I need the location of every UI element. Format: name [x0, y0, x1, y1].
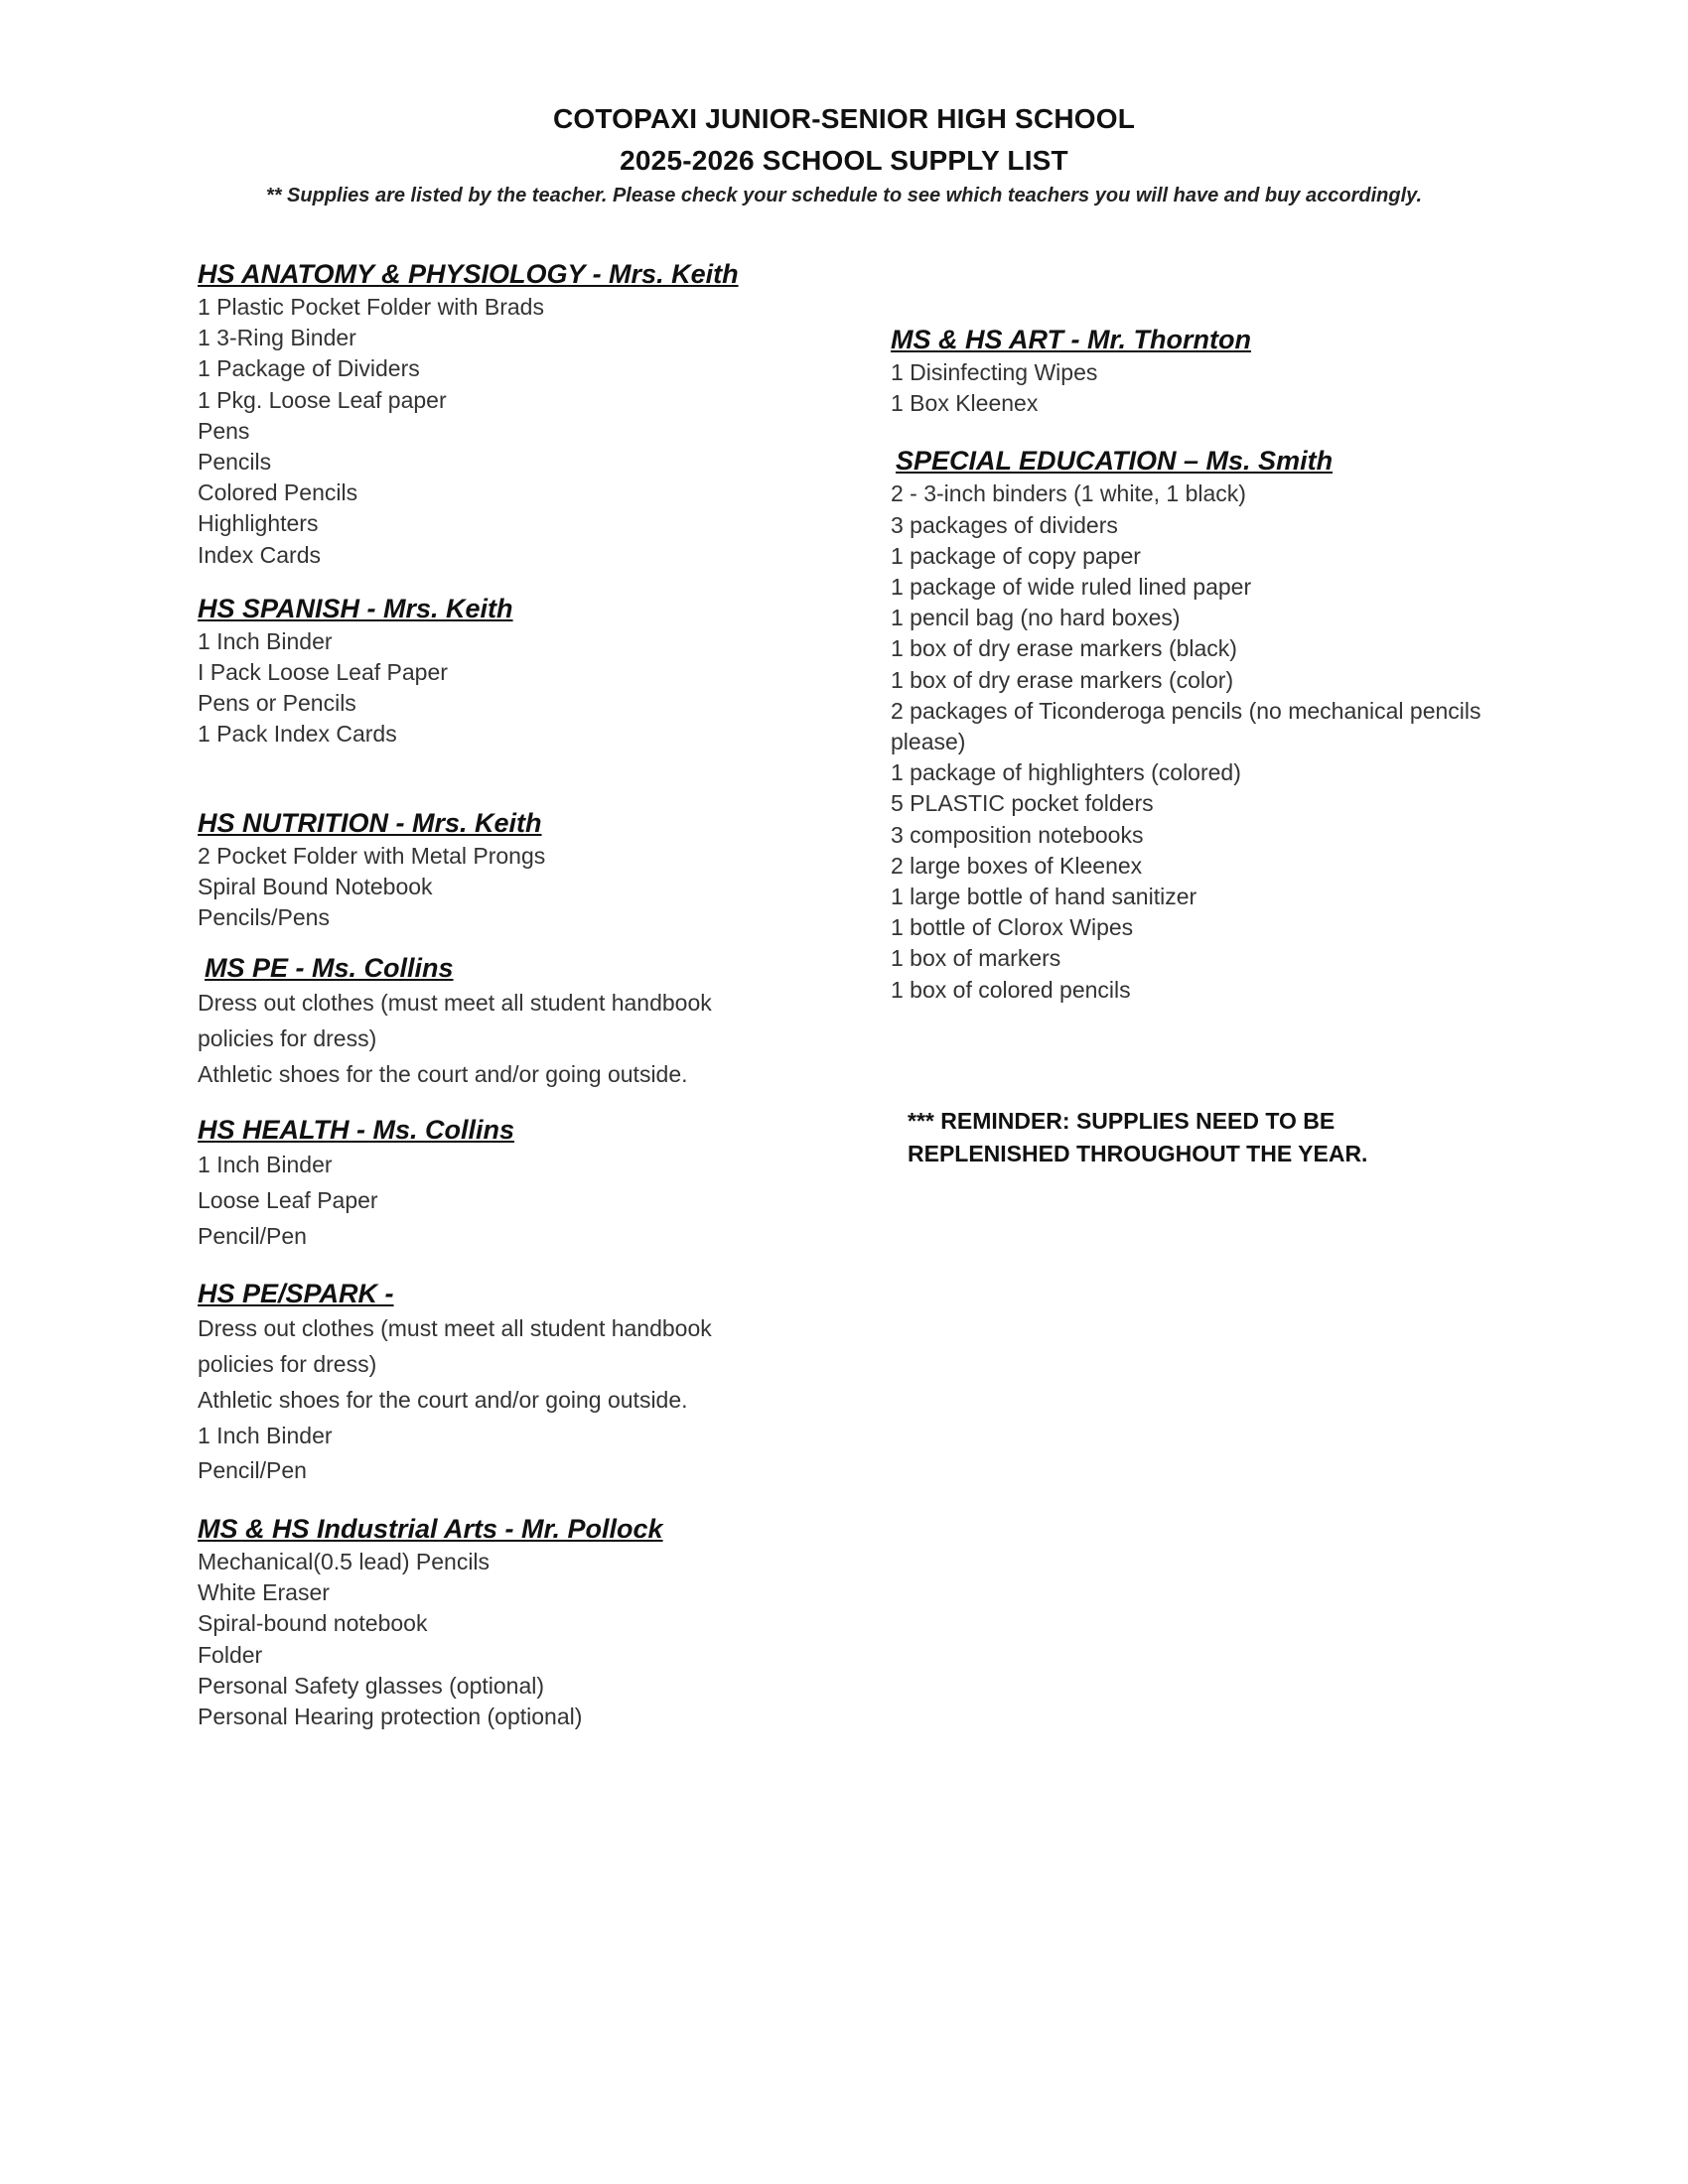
list-item: 3 composition notebooks — [891, 821, 1144, 848]
list-item: Athletic shoes for the court and/or going outside. — [198, 1060, 688, 1087]
list-item: 1 Inch Binder — [198, 627, 333, 654]
list-item: 2 - 3-inch binders (1 white, 1 black) — [891, 480, 1246, 507]
list-item: Mechanical(0.5 lead) Pencils — [198, 1548, 491, 1574]
section-hs-pe-spark — [198, 1276, 833, 1489]
list-item: Athletic shoes for the court and/or going outside. — [198, 1386, 688, 1413]
page-subtitle: 2025-2026 SCHOOL SUPPLY LIST — [620, 145, 1068, 176]
list-item: policies for dress) — [198, 1351, 377, 1378]
list-item: 2 packages of Ticonderoga pencils (no mechanical pencils please) — [891, 697, 1481, 755]
instruction-note: ** Supplies are listed by the teacher. Please check your schedule to see which teachers you will have and buy accordingly. — [265, 185, 1423, 206]
page-title: COTOPAXI JUNIOR-SENIOR HIGH SCHOOL — [552, 103, 1136, 134]
right-column — [891, 322, 1546, 1006]
list-item: White Eraser — [198, 1579, 330, 1606]
list-item: 1 Plastic Pocket Folder with Brads — [198, 294, 544, 320]
list-item: Folder — [198, 1641, 263, 1668]
section-heading: MS PE - Ms. Collins — [205, 953, 454, 984]
list-item: 1 bottle of Clorox Wipes — [891, 914, 1134, 941]
list-item: Pencil/Pen — [198, 1457, 307, 1484]
list-item: Pens — [198, 417, 250, 444]
list-item: 1 Pkg. Loose Leaf paper — [198, 386, 447, 413]
section-spanish — [198, 591, 833, 751]
supply-list — [198, 841, 833, 934]
list-item: 1 Inch Binder — [198, 1422, 333, 1448]
list-item: Pens or Pencils — [198, 690, 356, 717]
list-item: 1 box of dry erase markers (color) — [891, 666, 1234, 693]
list-item: 1 box of dry erase markers (black) — [891, 635, 1237, 662]
list-item: 1 Inch Binder — [198, 1152, 333, 1178]
list-item: Colored Pencils — [198, 479, 358, 506]
section-heading: MS & HS Industrial Arts - Mr. Pollock — [198, 1513, 663, 1544]
supply-list — [891, 478, 1546, 1005]
section-heading: HS HEALTH - Ms. Collins — [198, 1115, 515, 1146]
list-item: Personal Hearing protection (optional) — [198, 1704, 583, 1729]
list-item: Spiral-bound notebook — [198, 1610, 428, 1637]
list-item: 1 package of highlighters (colored) — [891, 759, 1241, 786]
list-item: 1 box of colored pencils — [891, 976, 1131, 1003]
section-heading: HS SPANISH - Mrs. Keith — [198, 593, 513, 623]
section-heading: HS PE/SPARK - — [198, 1279, 394, 1309]
section-heading: HS NUTRITION - Mrs. Keith — [198, 807, 542, 838]
list-item: Index Cards — [198, 541, 322, 568]
list-item: 1 Disinfecting Wipes — [891, 359, 1098, 385]
list-item: Loose Leaf Paper — [198, 1187, 378, 1214]
supply-list — [891, 357, 1546, 419]
list-item: Pencils — [198, 449, 272, 476]
list-item: 1 Pack Index Cards — [198, 721, 397, 748]
section-heading: SPECIAL EDUCATION – Ms. Smith — [896, 446, 1334, 477]
section-heading: MS & HS ART - Mr. Thornton — [891, 325, 1251, 354]
section-anatomy — [198, 256, 833, 571]
list-item: 3 packages of dividers — [891, 511, 1118, 538]
list-item: 5 PLASTIC pocket folders — [891, 790, 1154, 817]
supply-list — [198, 1148, 833, 1254]
supply-list — [198, 1547, 833, 1732]
section-special-education — [891, 443, 1546, 1005]
section-art — [891, 322, 1546, 419]
list-item: 2 Pocket Folder with Metal Prongs — [198, 842, 546, 869]
left-column — [198, 256, 833, 1732]
list-item: Dress out clothes (must meet all student handbook — [198, 990, 712, 1017]
list-item: 1 pencil bag (no hard boxes) — [891, 605, 1181, 631]
list-item: 1 box of markers — [891, 945, 1061, 972]
list-item: 1 Box Kleenex — [891, 390, 1039, 417]
list-item: 1 Package of Dividers — [198, 355, 420, 382]
supply-list — [198, 1311, 833, 1489]
list-item: Spiral Bound Notebook — [198, 873, 433, 899]
list-item: 2 large boxes of Kleenex — [891, 852, 1143, 879]
list-item: 1 3-Ring Binder — [198, 325, 356, 351]
list-item: Pencils/Pens — [198, 904, 330, 931]
supply-list — [198, 986, 833, 1092]
section-ms-pe — [198, 950, 833, 1092]
section-nutrition — [198, 805, 833, 934]
section-health — [198, 1112, 833, 1254]
list-item: 1 large bottle of hand sanitizer — [891, 884, 1197, 910]
list-item: I Pack Loose Leaf Paper — [198, 659, 448, 686]
list-item: Dress out clothes (must meet all student handbook — [198, 1315, 712, 1342]
list-item: Personal Safety glasses (optional) — [198, 1672, 545, 1699]
list-item: Pencil/Pen — [198, 1222, 307, 1249]
reminder-note: *** REMINDER: SUPPLIES NEED TO BE REPLENISHED THROUGHOUT THE YEAR. — [908, 1108, 1368, 1166]
list-item: policies for dress) — [198, 1024, 377, 1051]
list-item: 1 package of wide ruled lined paper — [891, 574, 1252, 601]
section-heading: HS ANATOMY & PHYSIOLOGY - Mrs. Keith — [198, 259, 739, 289]
list-item: Highlighters — [198, 510, 319, 537]
list-item: 1 package of copy paper — [891, 542, 1141, 569]
section-industrial-arts — [198, 1511, 833, 1732]
supply-list — [198, 292, 833, 571]
supply-list — [198, 626, 833, 751]
